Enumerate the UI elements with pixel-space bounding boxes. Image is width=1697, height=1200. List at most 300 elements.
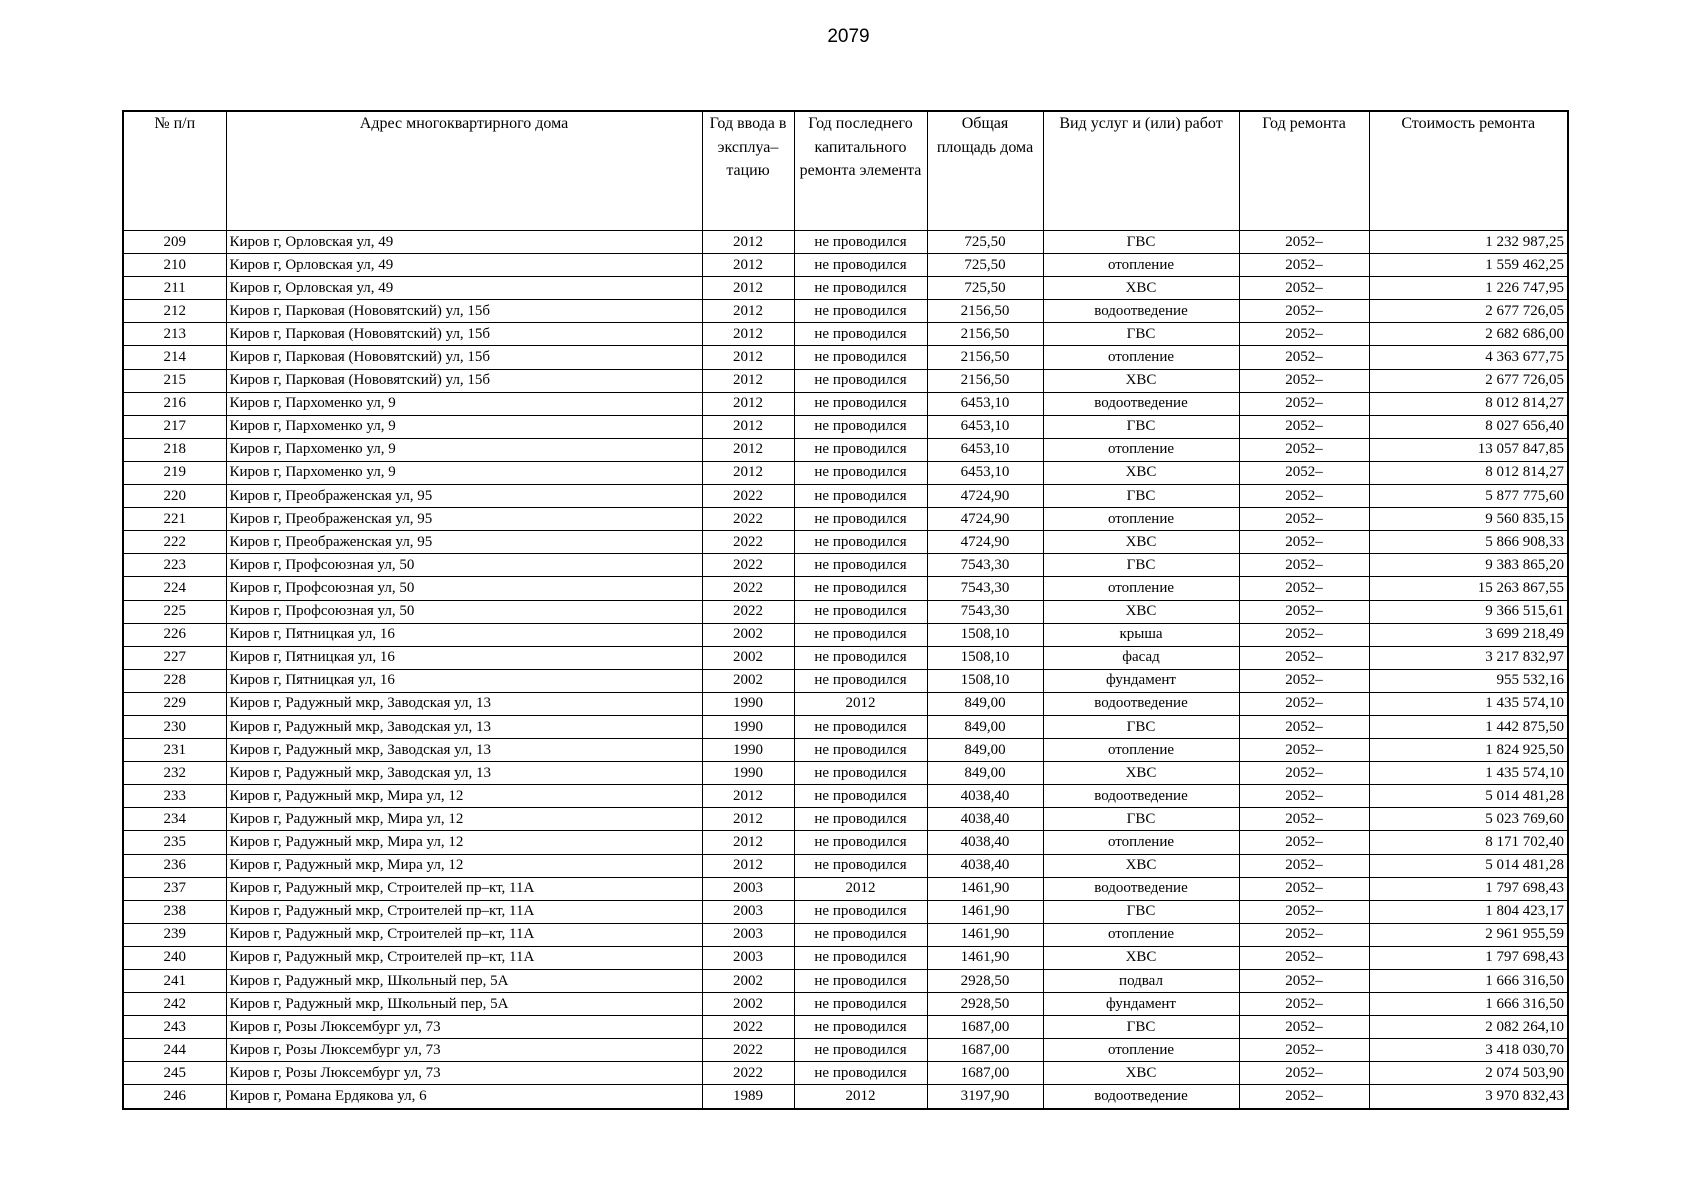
cell-last-repair: не проводился [794,646,927,669]
cell-repair-year: 2052– [1239,277,1369,300]
cell-repair-year: 2052– [1239,485,1369,508]
cell-last-repair: не проводился [794,277,927,300]
table-row [123,461,1568,484]
cell-cost: 2 677 726,05 [1369,369,1568,392]
cell-last-repair: не проводился [794,762,927,785]
header-service: Вид услуг и (или) работ [1043,111,1239,231]
cell-repair-year: 2052– [1239,946,1369,969]
cell-service: ГВС [1043,323,1239,346]
cell-area: 1461,90 [927,923,1043,946]
cell-area: 1687,00 [927,1062,1043,1085]
cell-year-built: 2002 [702,993,794,1016]
cell-service: ГВС [1043,485,1239,508]
cell-service: отопление [1043,438,1239,461]
cell-repair-year: 2052– [1239,785,1369,808]
cell-cost: 2 074 503,90 [1369,1062,1568,1085]
cell-num: 237 [123,877,226,900]
cell-area: 4038,40 [927,785,1043,808]
cell-num: 232 [123,762,226,785]
cell-year-built: 2012 [702,369,794,392]
table-row [123,1016,1568,1039]
table-row [123,277,1568,300]
cell-area: 4724,90 [927,508,1043,531]
cell-address: Киров г, Радужный мкр, Заводская ул, 13 [226,715,702,738]
cell-num: 219 [123,461,226,484]
cell-num: 223 [123,554,226,577]
cell-area: 6453,10 [927,438,1043,461]
cell-repair-year: 2052– [1239,993,1369,1016]
cell-cost: 8 027 656,40 [1369,415,1568,438]
cell-year-built: 1990 [702,715,794,738]
cell-repair-year: 2052– [1239,877,1369,900]
header-year-built: Год ввода в эксплуа–тацию [702,111,794,231]
cell-last-repair: не проводился [794,438,927,461]
cell-area: 1461,90 [927,877,1043,900]
cell-repair-year: 2052– [1239,715,1369,738]
cell-year-built: 2012 [702,415,794,438]
cell-year-built: 2012 [702,438,794,461]
cell-num: 230 [123,715,226,738]
cell-cost: 1 666 316,50 [1369,970,1568,993]
header-area: Общая площадь дома [927,111,1043,231]
table-row [123,231,1568,254]
cell-last-repair: не проводился [794,531,927,554]
cell-address: Киров г, Профсоюзная ул, 50 [226,554,702,577]
cell-year-built: 2022 [702,485,794,508]
cell-last-repair: 2012 [794,692,927,715]
header-cost: Стоимость ремонта [1369,111,1568,231]
cell-address: Киров г, Радужный мкр, Мира ул, 12 [226,854,702,877]
cell-service: ХВС [1043,277,1239,300]
cell-last-repair: 2012 [794,877,927,900]
cell-year-built: 2003 [702,946,794,969]
cell-repair-year: 2052– [1239,646,1369,669]
cell-area: 725,50 [927,254,1043,277]
cell-service: водоотведение [1043,692,1239,715]
cell-num: 229 [123,692,226,715]
cell-service: ХВС [1043,369,1239,392]
cell-area: 6453,10 [927,392,1043,415]
cell-address: Киров г, Радужный мкр, Школьный пер, 5А [226,970,702,993]
cell-last-repair: не проводился [794,900,927,923]
table-row [123,762,1568,785]
table-row [123,346,1568,369]
cell-last-repair: не проводился [794,577,927,600]
cell-cost: 8 012 814,27 [1369,392,1568,415]
cell-last-repair: не проводился [794,600,927,623]
cell-cost: 15 263 867,55 [1369,577,1568,600]
cell-area: 849,00 [927,692,1043,715]
table-row [123,785,1568,808]
table-row [123,300,1568,323]
cell-last-repair: не проводился [794,785,927,808]
cell-cost: 955 532,16 [1369,669,1568,692]
cell-area: 1461,90 [927,946,1043,969]
cell-num: 239 [123,923,226,946]
cell-repair-year: 2052– [1239,854,1369,877]
cell-cost: 13 057 847,85 [1369,438,1568,461]
table-row [123,854,1568,877]
cell-repair-year: 2052– [1239,923,1369,946]
cell-num: 211 [123,277,226,300]
cell-num: 225 [123,600,226,623]
cell-year-built: 1989 [702,1085,794,1109]
cell-repair-year: 2052– [1239,461,1369,484]
cell-address: Киров г, Пархоменко ул, 9 [226,415,702,438]
cell-repair-year: 2052– [1239,692,1369,715]
cell-cost: 9 560 835,15 [1369,508,1568,531]
cell-year-built: 2012 [702,231,794,254]
cell-repair-year: 2052– [1239,1062,1369,1085]
cell-last-repair: не проводился [794,970,927,993]
table-row [123,739,1568,762]
cell-year-built: 2012 [702,808,794,831]
cell-year-built: 2002 [702,970,794,993]
cell-cost: 2 682 686,00 [1369,323,1568,346]
cell-service: ХВС [1043,600,1239,623]
cell-area: 2156,50 [927,323,1043,346]
cell-year-built: 2012 [702,277,794,300]
table-row [123,923,1568,946]
cell-last-repair: не проводился [794,623,927,646]
table-row [123,600,1568,623]
cell-cost: 3 970 832,43 [1369,1085,1568,1109]
cell-last-repair: не проводился [794,461,927,484]
cell-last-repair: не проводился [794,854,927,877]
cell-address: Киров г, Преображенская ул, 95 [226,531,702,554]
cell-repair-year: 2052– [1239,669,1369,692]
cell-service: ХВС [1043,461,1239,484]
cell-area: 4724,90 [927,531,1043,554]
table-row [123,323,1568,346]
table-row [123,438,1568,461]
cell-service: фундамент [1043,669,1239,692]
cell-num: 244 [123,1039,226,1062]
cell-address: Киров г, Радужный мкр, Мира ул, 12 [226,831,702,854]
cell-year-built: 2012 [702,254,794,277]
cell-year-built: 2022 [702,508,794,531]
table-header-row [123,111,1568,231]
cell-year-built: 2012 [702,346,794,369]
cell-area: 725,50 [927,231,1043,254]
cell-cost: 5 014 481,28 [1369,854,1568,877]
cell-last-repair: не проводился [794,369,927,392]
cell-service: ХВС [1043,531,1239,554]
cell-year-built: 2022 [702,577,794,600]
header-num: № п/п [123,111,226,231]
cell-num: 220 [123,485,226,508]
cell-num: 243 [123,1016,226,1039]
cell-address: Киров г, Романа Ердякова ул, 6 [226,1085,702,1109]
cell-num: 233 [123,785,226,808]
cell-address: Киров г, Радужный мкр, Заводская ул, 13 [226,762,702,785]
table-row [123,485,1568,508]
table-row [123,623,1568,646]
cell-address: Киров г, Радужный мкр, Заводская ул, 13 [226,692,702,715]
cell-repair-year: 2052– [1239,531,1369,554]
cell-cost: 2 082 264,10 [1369,1016,1568,1039]
cell-service: ГВС [1043,808,1239,831]
cell-num: 227 [123,646,226,669]
cell-repair-year: 2052– [1239,577,1369,600]
cell-cost: 2 677 726,05 [1369,300,1568,323]
cell-address: Киров г, Профсоюзная ул, 50 [226,577,702,600]
cell-cost: 1 435 574,10 [1369,692,1568,715]
cell-year-built: 1990 [702,739,794,762]
cell-service: ХВС [1043,854,1239,877]
cell-address: Киров г, Розы Люксембург ул, 73 [226,1062,702,1085]
cell-last-repair: не проводился [794,808,927,831]
cell-area: 1687,00 [927,1039,1043,1062]
cell-cost: 1 666 316,50 [1369,993,1568,1016]
table-row [123,554,1568,577]
cell-area: 2156,50 [927,346,1043,369]
table-row [123,254,1568,277]
cell-cost: 5 877 775,60 [1369,485,1568,508]
cell-year-built: 2012 [702,854,794,877]
header-repair-year: Год ремонта [1239,111,1369,231]
cell-year-built: 2012 [702,785,794,808]
cell-area: 4038,40 [927,854,1043,877]
cell-num: 218 [123,438,226,461]
cell-address: Киров г, Профсоюзная ул, 50 [226,600,702,623]
cell-cost: 1 435 574,10 [1369,762,1568,785]
table-row [123,415,1568,438]
cell-last-repair: не проводился [794,739,927,762]
cell-num: 228 [123,669,226,692]
table-row [123,669,1568,692]
cell-area: 4724,90 [927,485,1043,508]
cell-cost: 1 797 698,43 [1369,946,1568,969]
cell-year-built: 2003 [702,900,794,923]
cell-address: Киров г, Пятницкая ул, 16 [226,669,702,692]
cell-service: ХВС [1043,762,1239,785]
cell-repair-year: 2052– [1239,254,1369,277]
cell-year-built: 2012 [702,300,794,323]
cell-last-repair: не проводился [794,323,927,346]
cell-cost: 9 366 515,61 [1369,600,1568,623]
cell-num: 235 [123,831,226,854]
cell-repair-year: 2052– [1239,369,1369,392]
cell-service: отопление [1043,254,1239,277]
cell-repair-year: 2052– [1239,762,1369,785]
cell-last-repair: не проводился [794,1016,927,1039]
cell-address: Киров г, Розы Люксембург ул, 73 [226,1016,702,1039]
cell-repair-year: 2052– [1239,831,1369,854]
cell-repair-year: 2052– [1239,739,1369,762]
cell-year-built: 2022 [702,531,794,554]
cell-service: отопление [1043,831,1239,854]
cell-cost: 1 824 925,50 [1369,739,1568,762]
cell-num: 242 [123,993,226,1016]
cell-area: 1508,10 [927,646,1043,669]
cell-num: 224 [123,577,226,600]
cell-last-repair: не проводился [794,508,927,531]
cell-last-repair: не проводился [794,392,927,415]
cell-service: подвал [1043,970,1239,993]
table-row [123,531,1568,554]
cell-service: ГВС [1043,554,1239,577]
cell-repair-year: 2052– [1239,970,1369,993]
cell-address: Киров г, Парковая (Нововятский) ул, 15б [226,323,702,346]
table-row [123,577,1568,600]
cell-year-built: 2022 [702,554,794,577]
cell-repair-year: 2052– [1239,346,1369,369]
cell-year-built: 2012 [702,323,794,346]
cell-last-repair: не проводился [794,415,927,438]
cell-repair-year: 2052– [1239,438,1369,461]
cell-repair-year: 2052– [1239,323,1369,346]
cell-repair-year: 2052– [1239,1039,1369,1062]
cell-year-built: 2002 [702,623,794,646]
cell-service: водоотведение [1043,877,1239,900]
table-row [123,392,1568,415]
cell-address: Киров г, Радужный мкр, Мира ул, 12 [226,785,702,808]
header-address: Адрес многоквартирного дома [226,111,702,231]
cell-service: ГВС [1043,231,1239,254]
cell-cost: 1 232 987,25 [1369,231,1568,254]
cell-repair-year: 2052– [1239,231,1369,254]
cell-cost: 1 226 747,95 [1369,277,1568,300]
cell-last-repair: не проводился [794,346,927,369]
cell-address: Киров г, Преображенская ул, 95 [226,485,702,508]
table-row [123,946,1568,969]
cell-num: 216 [123,392,226,415]
cell-repair-year: 2052– [1239,600,1369,623]
cell-service: крыша [1043,623,1239,646]
table-body [123,231,1568,1109]
cell-year-built: 1990 [702,692,794,715]
cell-service: ХВС [1043,946,1239,969]
table-row [123,369,1568,392]
cell-repair-year: 2052– [1239,415,1369,438]
cell-year-built: 2003 [702,877,794,900]
cell-service: фасад [1043,646,1239,669]
cell-num: 241 [123,970,226,993]
cell-area: 2156,50 [927,300,1043,323]
cell-cost: 8 012 814,27 [1369,461,1568,484]
cell-service: отопление [1043,346,1239,369]
cell-last-repair: не проводился [794,1039,927,1062]
cell-repair-year: 2052– [1239,1016,1369,1039]
cell-num: 212 [123,300,226,323]
cell-last-repair: не проводился [794,485,927,508]
cell-last-repair: не проводился [794,831,927,854]
cell-area: 7543,30 [927,554,1043,577]
cell-area: 6453,10 [927,461,1043,484]
cell-num: 213 [123,323,226,346]
cell-address: Киров г, Парковая (Нововятский) ул, 15б [226,369,702,392]
cell-num: 238 [123,900,226,923]
cell-area: 7543,30 [927,600,1043,623]
cell-repair-year: 2052– [1239,392,1369,415]
cell-num: 240 [123,946,226,969]
cell-year-built: 2012 [702,392,794,415]
cell-service: ГВС [1043,715,1239,738]
cell-area: 849,00 [927,715,1043,738]
cell-address: Киров г, Радужный мкр, Строителей пр–кт, 11А [226,923,702,946]
cell-repair-year: 2052– [1239,808,1369,831]
cell-num: 226 [123,623,226,646]
cell-service: отопление [1043,739,1239,762]
table-row [123,646,1568,669]
cell-year-built: 2002 [702,669,794,692]
cell-address: Киров г, Пархоменко ул, 9 [226,438,702,461]
cell-area: 849,00 [927,739,1043,762]
cell-area: 6453,10 [927,415,1043,438]
cell-last-repair: не проводился [794,300,927,323]
cell-address: Киров г, Орловская ул, 49 [226,277,702,300]
cell-num: 214 [123,346,226,369]
table-row [123,900,1568,923]
cell-address: Киров г, Радужный мкр, Строителей пр–кт, 11А [226,900,702,923]
table-row [123,1062,1568,1085]
cell-year-built: 2022 [702,1062,794,1085]
cell-service: ГВС [1043,415,1239,438]
cell-cost: 2 961 955,59 [1369,923,1568,946]
cell-last-repair: не проводился [794,254,927,277]
cell-last-repair: не проводился [794,946,927,969]
cell-num: 236 [123,854,226,877]
header-last-repair: Год последнего капитального ремонта элемента [794,111,927,231]
cell-area: 1508,10 [927,623,1043,646]
cell-address: Киров г, Пятницкая ул, 16 [226,623,702,646]
cell-cost: 3 217 832,97 [1369,646,1568,669]
table-row [123,831,1568,854]
cell-service: ГВС [1043,1016,1239,1039]
cell-address: Киров г, Пархоменко ул, 9 [226,392,702,415]
cell-address: Киров г, Пархоменко ул, 9 [226,461,702,484]
cell-service: фундамент [1043,993,1239,1016]
cell-address: Киров г, Парковая (Нововятский) ул, 15б [226,346,702,369]
cell-year-built: 2003 [702,923,794,946]
cell-last-repair: не проводился [794,923,927,946]
cell-num: 217 [123,415,226,438]
cell-area: 4038,40 [927,831,1043,854]
cell-num: 231 [123,739,226,762]
cell-address: Киров г, Радужный мкр, Мира ул, 12 [226,808,702,831]
cell-cost: 3 418 030,70 [1369,1039,1568,1062]
cell-service: отопление [1043,577,1239,600]
cell-last-repair: не проводился [794,231,927,254]
cell-area: 7543,30 [927,577,1043,600]
cell-cost: 5 866 908,33 [1369,531,1568,554]
cell-year-built: 2022 [702,600,794,623]
cell-cost: 1 559 462,25 [1369,254,1568,277]
cell-area: 2156,50 [927,369,1043,392]
cell-service: отопление [1043,923,1239,946]
cell-last-repair: не проводился [794,993,927,1016]
cell-address: Киров г, Преображенская ул, 95 [226,508,702,531]
cell-service: водоотведение [1043,1085,1239,1109]
cell-repair-year: 2052– [1239,554,1369,577]
repair-table [122,110,1569,1110]
cell-num: 222 [123,531,226,554]
cell-cost: 9 383 865,20 [1369,554,1568,577]
table-row [123,993,1568,1016]
cell-area: 1687,00 [927,1016,1043,1039]
cell-year-built: 2012 [702,461,794,484]
cell-repair-year: 2052– [1239,300,1369,323]
table-row [123,970,1568,993]
cell-area: 3197,90 [927,1085,1043,1109]
cell-service: водоотведение [1043,785,1239,808]
cell-num: 215 [123,369,226,392]
cell-area: 4038,40 [927,808,1043,831]
cell-address: Киров г, Радужный мкр, Заводская ул, 13 [226,739,702,762]
cell-address: Киров г, Радужный мкр, Строителей пр–кт, 11А [226,946,702,969]
cell-repair-year: 2052– [1239,508,1369,531]
